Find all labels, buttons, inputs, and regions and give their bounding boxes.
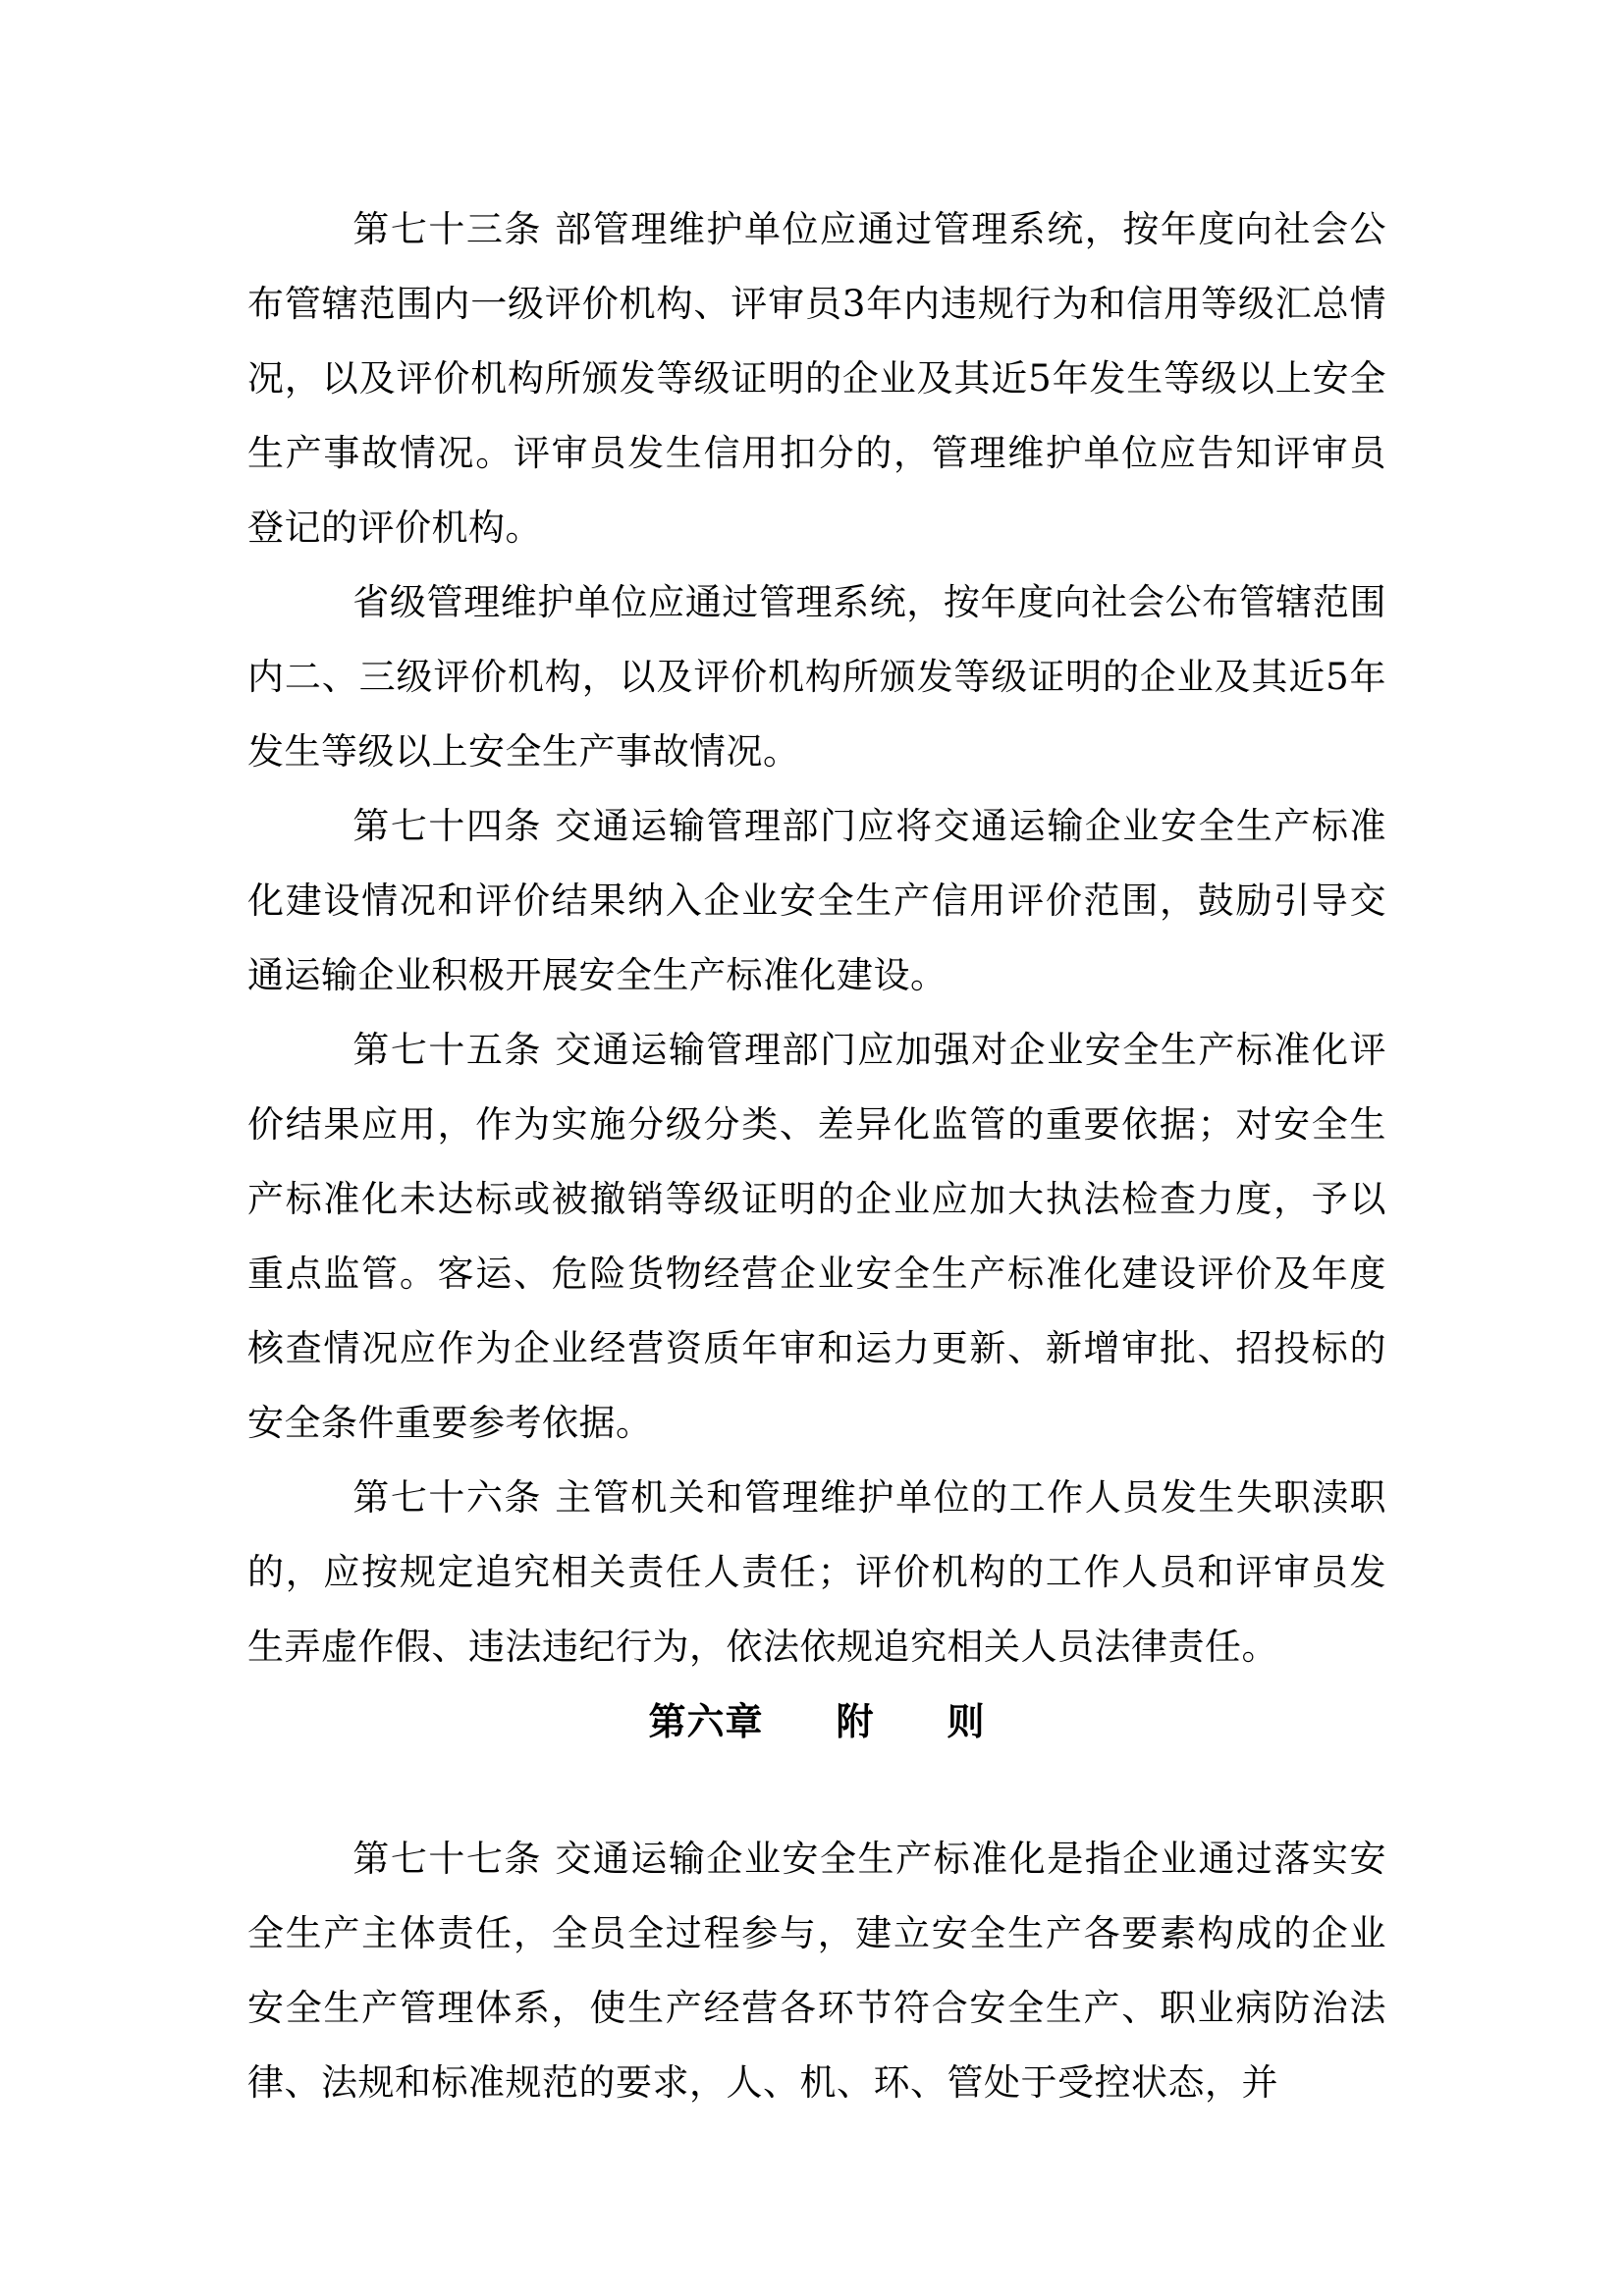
chapter-title: 第六章 附 则: [648, 1700, 986, 1743]
paragraph-article-73-provincial: 省级管理维护单位应通过管理系统，按年度向社会公布管辖范围内二、三级评价机构，以及评价机构所颁发等级证明的企业及其近5年发生等级以上安全生产事故情况。: [247, 581, 1386, 773]
paragraph-article-73: 第七十三条 部管理维护单位应通过管理系统，按年度向社会公布管辖范围内一级评价机构、评审员3年内违规行为和信用等级汇总情况，以及评价机构所颁发等级证明的企业及其近5年发生等级以上安全生产事故情况。评审员发生信用扣分的，管理维护单位应告知评审员登记的评价机构。: [247, 208, 1386, 549]
document-body: [247, 192, 1386, 2120]
paragraph-article-77: 第七十七条 交通运输企业安全生产标准化是指企业通过落实安全生产主体责任，全员全过程参与，建立安全生产各要素构成的企业安全生产管理体系，使生产经营各环节符合安全生产、职业病防治法律、法规和标准规范的要求，人、机、环、管处于受控状态，并: [247, 1838, 1386, 2104]
paragraph-article-75: 第七十五条 交通运输管理部门应加强对企业安全生产标准化评价结果应用，作为实施分级分类、差异化监管的重要依据；对安全生产标准化未达标或被撤销等级证明的企业应加大执法检查力度，予以重点监管。客运、危险货物经营企业安全生产标准化建设评价及年度核查情况应作为企业经营资质年审和运力更新、新增审批、招投标的安全条件重要参考依据。: [247, 1029, 1386, 1444]
paragraph-article-74: 第七十四条 交通运输管理部门应将交通运输企业安全生产标准化建设情况和评价结果纳入企业安全生产信用评价范围，鼓励引导交通运输企业积极开展安全生产标准化建设。: [247, 805, 1386, 996]
paragraph-article-76: 第七十六条 主管机关和管理维护单位的工作人员发生失职渎职的，应按规定追究相关责任人责任；评价机构的工作人员和评审员发生弄虚作假、违法违纪行为，依法依规追究相关人员法律责任。: [247, 1476, 1386, 1668]
